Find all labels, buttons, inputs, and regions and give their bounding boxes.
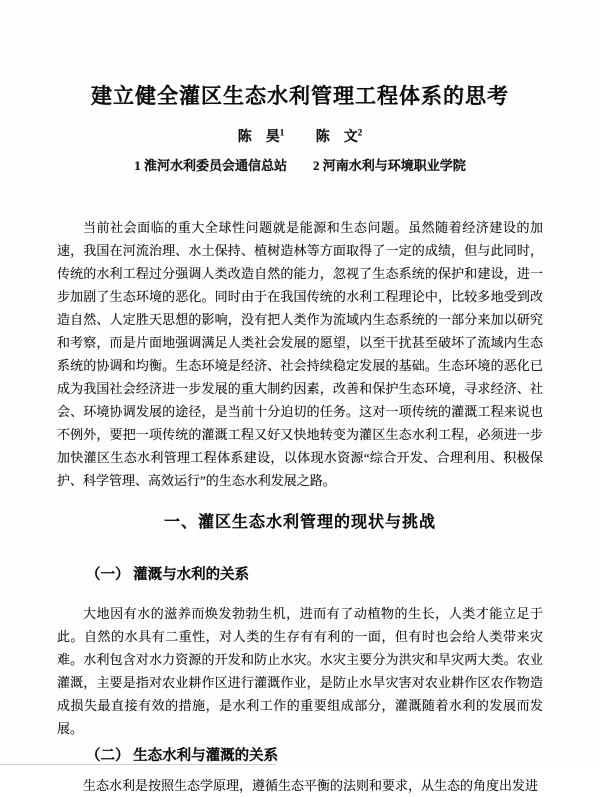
subsection-1-paragraph: 大地因有水的滋养而焕发勃勃生机，进而有了动植物的生长，人类才能立足于此。自然的水具有二重性，对人类的生存有有利的一面，但有时也会给人类带来灾难。水利包含对水力资源的开发和防止水灾。水灾主要分为洪灾和旱灾两大类。农业灌溉，主要是指对农业耕作区进行灌溉作业，是防止水旱灾害对农业耕作区农作物造成损失最直接有效的措施，是水利工作的重要组成部分，灌溉随着水利的发展而发展。	[57, 605, 543, 736]
affiliation-line: 1 淮河水利委员会通信总站 2 河南水利与环境职业学院	[134, 157, 466, 173]
author-1	[237, 127, 285, 145]
author-1-name: 陈 昊	[237, 129, 280, 145]
scan-artifact-line	[0, 764, 276, 765]
author-2	[315, 127, 363, 145]
subsection-2-heading: （二） 生态水利与灌溉的关系	[86, 747, 279, 764]
author-1-affiliation-marker: 1	[279, 127, 285, 137]
subsection-1-heading: （一） 灌溉与水利的关系	[86, 566, 250, 583]
page-title: 建立健全灌区生态水利管理工程体系的思考	[91, 84, 509, 108]
section-1-heading: 一、灌区生态水利管理的现状与挑战	[163, 513, 436, 531]
author-line	[57, 123, 543, 147]
intro-paragraph: 当前社会面临的重大全球性问题就是能源和生态问题。虽然随着经济建设的加速，我国在河流治理、水土保持、植树造林等方面取得了一定的成绩，但与此同时，传统的水利工程过分强调人类改造自然的能力，忽视了生态系统的保护和建设，进一步加剧了生态环境的恶化。同时由于在我国传统的水利工程理论中，比较多地受到改造自然、人定胜天思想的影响，没有把人类作为流域内生态系统的一部分来加以研究和考察，而是片面地强调满足人类社会发展的愿望，以至干扰甚至破坏了流域内生态系统的协调和均衡。生态环境是经济、社会持续稳定发展的基础。生态环境的恶化已成为我国社会经济进一步发展的重大制约因素，改善和保护生态环境，寻求经济、社会、环境协调发展的途径，是当前十分迫切的任务。这对一项传统的灌溉工程来说也不例外，要把一项传统的灌溉工程又好又快地转变为灌区生态水利工程，必须进一步加快灌区生态水利管理工程体系建设，以体现水资源“综合开发、合理利用、积极保护、科学管理、高效运行”的生态水利发展之路。	[57, 219, 543, 488]
author-2-name: 陈 文	[315, 129, 358, 145]
subsection-2-paragraph: 生态水利是按照生态学原理，遵循生态平衡的法则和要求，从生态的角度出发进	[83, 777, 539, 793]
author-2-affiliation-marker: 2	[357, 127, 363, 137]
